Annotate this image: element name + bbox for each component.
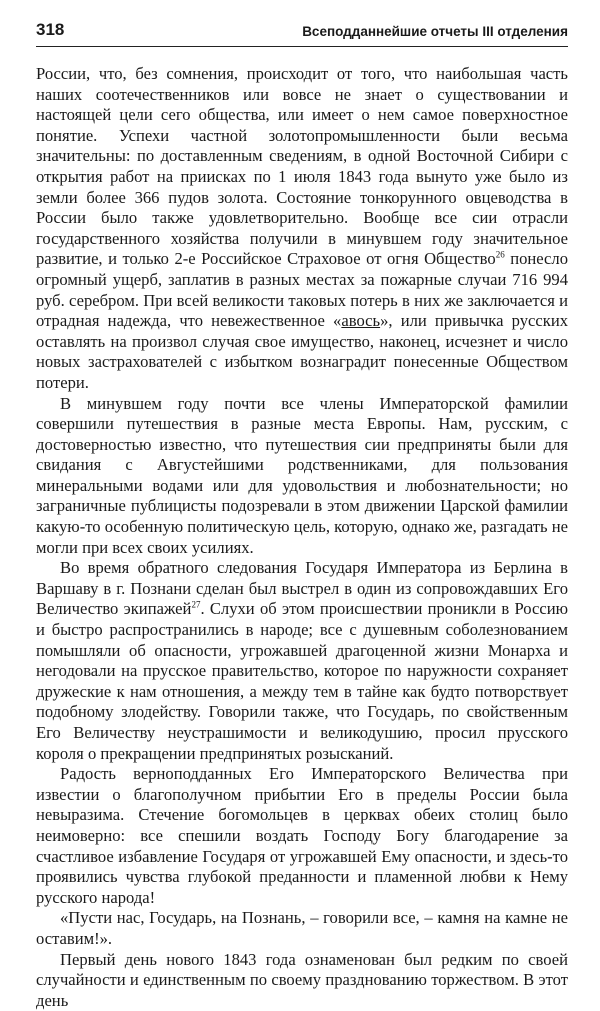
- footnote-ref-26: 26: [495, 249, 505, 260]
- paragraph-5-quote: «Пусти нас, Государь, на Познань, – говорили все, – камня на камне не оставим!».: [36, 908, 568, 948]
- paragraph-2: В минувшем году почти все члены Императорской фамилии совершили путешествия в разные места Европы. Нам, русским, с достоверностью известно, что путешествия сии предприняты были для свидания с Августейшими родственниками, для пользования минеральными водами или для удовольствия и любознательности; но заграничные публицисты подозревали в этом движении Царской фамилии какую-то особенную политическую цель, которую, однако же, разгадать не могли при всех своих усилиях.: [36, 393, 568, 557]
- footnote-ref-27: 27: [191, 599, 201, 610]
- page-body: [36, 64, 568, 1011]
- paragraph-1-text-c: », или привычка русских оставлять на произвол случая свое имущество, наконец, исчезнет и число новых застрахователей с избытком вознаградит понесенные Обществом потери.: [36, 311, 568, 392]
- underlined-word: авось: [341, 311, 381, 331]
- paragraph-3: [36, 558, 568, 764]
- paragraph-3-text-a: Во время обратного следования Государя Императора из Берлина в Варшаву в г. Познани сделан был выстрел в один из сопровождавших Его Величество экипажей: [36, 558, 568, 619]
- page-number: 318: [36, 20, 65, 39]
- paragraph-1-text-a: России, что, без сомнения, происходит от того, что наибольшая часть наших соотечественников или вовсе не знает о существовании и настоящей цели сего общества, или имеет о нем самое поверхностное понятие. Успехи частной золотопромышленности были весьма значительны: по доставленным сведениям, в одной Восточной Сибири с открытия работ на приисках по 1 июля 1843 года вынуто уже было из земли более 366 пудов золота. Состояние тонкорунного овцеводства в России было также удовлетворительно. Вообще все сии отрасли государственного хозяйства получили в минувшем году значительное развитие, и только 2-е Российское Страховое от огня Общество: [36, 64, 568, 269]
- page-header: [36, 18, 568, 47]
- paragraph-1-text-b: понесло огромный ущерб, заплатив в разных местах за пожарные случаи 716 994 руб. серебром. При всей великости таковых потерь в них же заключается и отрадная надежда, что невежественное «: [36, 249, 568, 331]
- paragraph-4: Радость верноподданных Его Императорского Величества при известии о благополучном прибытии Его в пределы России была невыразима. Стечение богомольцев в церквах обеих столиц было неимоверно: все спешили воздать Господу Богу благодарение за счастливое избавление Государя от угрожавшей Ему опасности, и здесь-то проявились чувства глубокой преданности и пламенной любви к Нему русского народа!: [36, 764, 568, 907]
- paragraph-1: [36, 64, 568, 394]
- paragraph-6: Первый день нового 1843 года ознаменован был редким по своей случайности и единственным по своему празднованию торжеством. В этот день: [36, 949, 568, 1010]
- running-title: Всеподданнейшие отчеты III отделения: [302, 24, 568, 39]
- paragraph-3-text-b: . Слухи об этом происшествии проникли в Россию и быстро распространились в народе; все с душевным соболезнованием помышляли об опасности, угрожавшей драгоценной жизни Монарха и негодовали на прусское правительство, которое по наружности сохраняет дружеские к нам отношения, а между тем в тайне как будто потворствует подобному злодейству. Говорили также, что Государь, по свойственным Его Величеству неустрашимости и великодушию, просил прусского короля о прекращении предпринятых розысканий.: [36, 599, 568, 763]
